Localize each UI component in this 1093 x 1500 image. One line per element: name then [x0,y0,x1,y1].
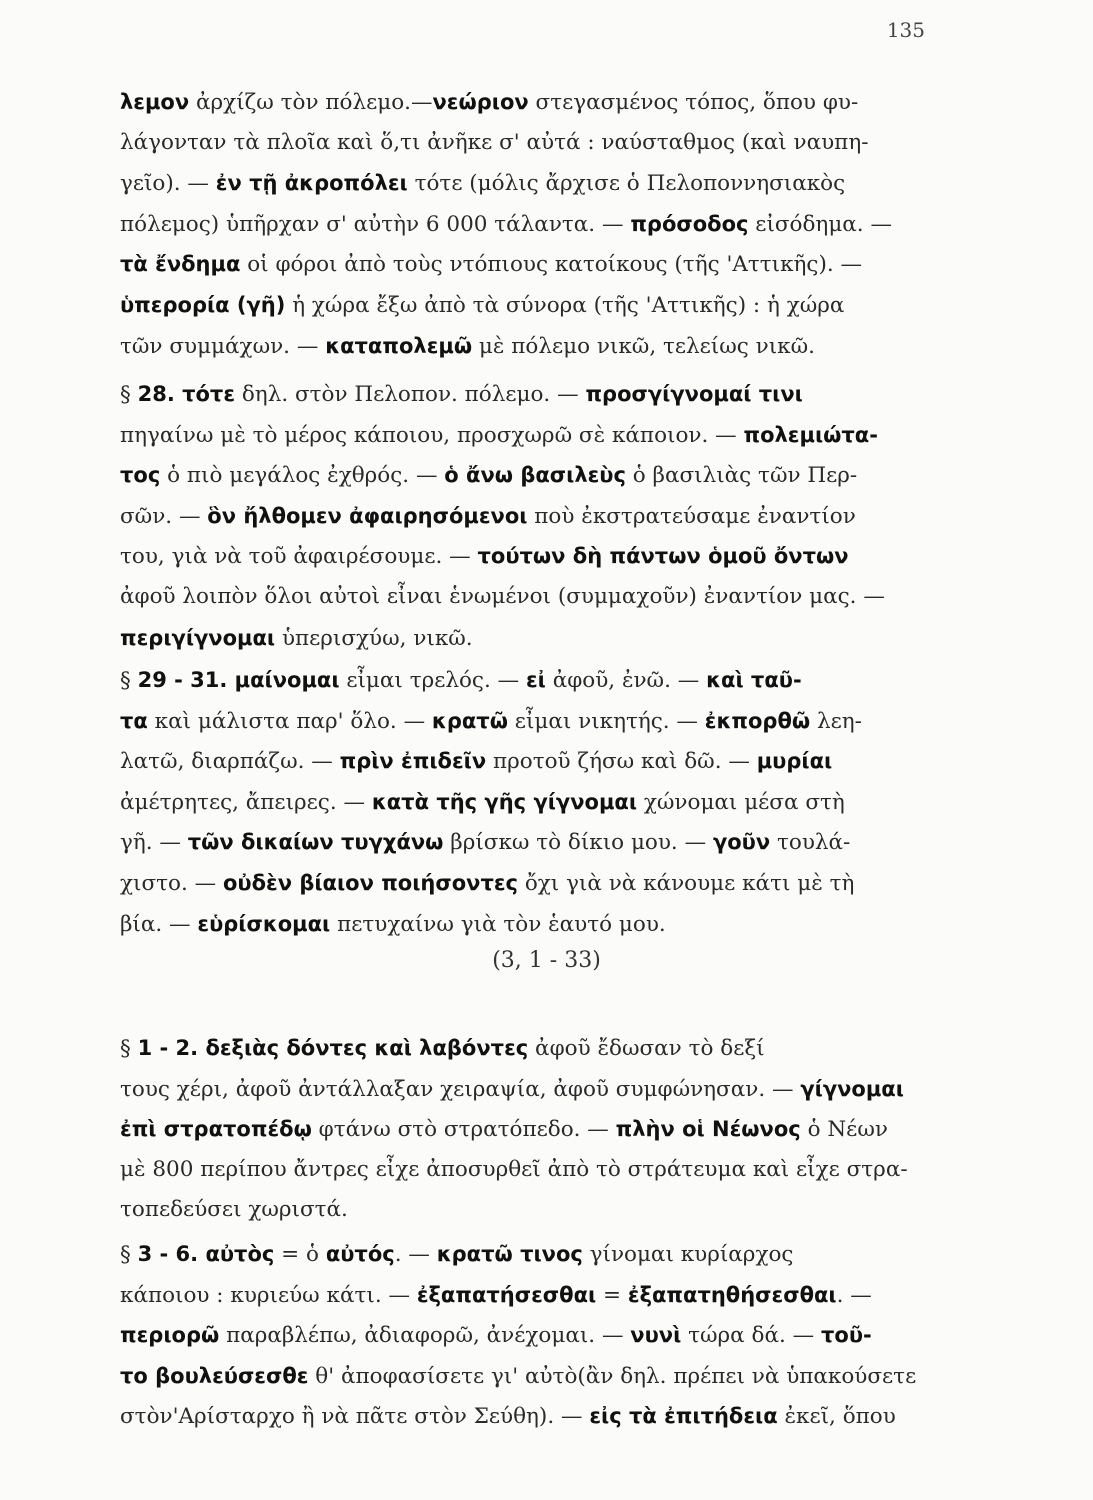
gloss-text: τῶν συμμάχων. — [120,333,326,359]
gloss-text: ἐκεῖ, ὅπου [777,1404,896,1430]
headword: ὃν ἤλθομεν ἀφαιρησόμενοι [207,503,528,528]
gloss-text: ποὺ ἐκστρατεύσαμε ἐναντίον [527,503,856,529]
headword: νυνὶ [630,1323,682,1348]
gloss-text: ἀμέτρητες, ἄπειρες. — [120,789,372,815]
gloss-text: θ' ἀποφασίσετε γι' αὐτὸ(ἂν δηλ. πρέπει νὰ ὑπακούσετε [308,1363,917,1389]
headword: μυρίαι [756,749,833,774]
gloss-text: τώρα δά. — [681,1323,821,1349]
headword: οὐδὲν βίαιον ποιήσοντες [222,870,518,895]
gloss-text: εἰσόδημα. — [748,211,892,237]
gloss-text: χιστο. — [120,870,223,896]
gloss-text: δηλ. στὸν Πελοπον. πόλεμο. — [235,382,586,407]
text-line [120,123,932,164]
gloss-text: μὲ 800 περίπου ἄντρες εἶχε ἀποσυρθεῖ ἀπὸ τὸ στράτευμα καὶ εἶχε στρα- [120,1156,908,1182]
headword: λεμον [120,90,190,114]
text-line [120,163,932,204]
gloss-text: . — [836,1282,872,1308]
headword: τούτων δὴ πάντων ὁμοῦ ὄντων [477,544,849,569]
gloss-text: τουλά- [770,830,851,856]
gloss-text: § [120,1036,138,1061]
paragraph-1 [120,82,932,366]
text-line [120,496,932,537]
text-line [120,415,932,456]
text-line [120,1356,932,1397]
gloss-text: ὑπερισχύω, νικῶ. [275,625,473,651]
gloss-text: ἀφοῦ λοιπὸν ὅλοι αὐτοὶ εἶναι ἑνωμένοι (συμμαχοῦν) ἐναντίον μας. — [120,583,885,609]
text-line [120,904,932,945]
text-line [120,782,932,823]
headword: κατὰ τῆς γῆς γίγνομαι [371,789,638,814]
gloss-text: εἶμαι τρελός. — [339,668,526,693]
text-line [120,1396,932,1437]
gloss-text: τοπεδεύσει χωριστά. [120,1197,348,1223]
text-line [120,701,932,742]
headword: πλὴν οἱ Νέωνος [615,1117,801,1142]
text-line [120,1069,932,1110]
headword: ἐξαπατήσεσθαι [416,1282,597,1307]
text-line [120,1234,932,1275]
paragraph-2 [120,374,932,658]
gloss-text: = ὁ [274,1242,326,1267]
gloss-text: ὁ Νέων [800,1117,888,1143]
text-line [120,285,932,326]
gloss-text: τους χέρι, ἀφοῦ ἀντάλλαξαν χειραψία, ἀφοῦ συμφώνησαν. — [120,1076,801,1102]
headword: πρόσοδος [630,211,749,236]
gloss-text: ὁ πιὸ μεγάλος ἐχθρός. — [160,463,445,489]
headword: ἐκπορθῶ [704,708,811,733]
headword: προσγίγνομαί τινι [585,382,803,406]
section-heading: (3, 1 - 33) [492,948,601,973]
headword: τοῦ- [820,1323,872,1348]
text-line [120,577,932,618]
headword: αὐτός [325,1242,395,1266]
gloss-text: ὁ βασιλιὰς τῶν Περ- [625,463,858,489]
gloss-text: γεῖο). — [120,171,216,197]
headword: τὰ ἔνδημα [120,252,241,277]
gloss-text: βρίσκω τὸ δίκιο μου. — [443,830,713,856]
gloss-text: φτάνω στὸ στρατόπεδο. — [311,1117,616,1143]
headword: περιγίγνομαι [120,625,276,650]
headword: γίγνομαι [800,1076,904,1101]
headword: κρατῶ [431,708,508,733]
headword: νεώριον [432,90,529,114]
gloss-text: καὶ μάλιστα παρ' ὅλο. — [147,708,432,734]
text-line [120,660,932,701]
headword: 28. τότε [137,382,236,406]
gloss-text: παραβλέπω, ἀδιαφορῶ, ἀνέχομαι. — [219,1323,631,1349]
text-line [120,1315,932,1356]
text-line [120,1150,932,1191]
gloss-text: γίνομαι κυρίαρχος [582,1242,794,1267]
headword: εἰ [525,668,546,692]
gloss-text: . — [394,1242,437,1267]
gloss-text: μὲ πόλεμο νικῶ, τελείως νικῶ. [472,333,815,359]
text-line [120,374,932,415]
headword: 3 - 6. αὐτὸς [137,1242,275,1266]
text-line [120,204,932,245]
gloss-text: ἀρχίζω τὸν πόλεμο.— [189,90,433,115]
headword: 29 - 31. μαίνομαι [137,668,340,692]
page-number: 135 [886,18,925,42]
headword: ἐπὶ στρατοπέδῳ [120,1117,312,1142]
gloss-text: χώνομαι μέσα στὴ [637,789,845,815]
headword: τῶν δικαίων τυγχάνω [187,830,444,855]
gloss-text: § [120,1242,138,1267]
headword: τα [120,708,148,733]
gloss-text: πόλεμος) ὑπῆρχαν σ' αὐτὴν 6 000 τάλαντα. — [120,211,631,237]
text-line [120,822,932,863]
headword: εἰς τὰ ἐπιτήδεια [589,1404,778,1429]
headword: γοῦν [712,830,771,855]
text-line [120,863,932,904]
gloss-text: στὸν'Αρίσταρχο ἢ νὰ πᾶτε στὸν Σεύθη). — [120,1404,590,1430]
paragraph-4 [120,1028,932,1231]
headword: ὁ ἄνω βασιλεὺς [444,463,626,488]
headword: ἐν τῇ ἀκροπόλει [215,171,408,196]
text-line [120,244,932,285]
gloss-text: λάγονταν τὰ πλοῖα καὶ ὅ,τι ἀνῆκε σ' αὐτά : ναύσταθμος (καὶ ναυπη- [120,129,869,155]
text-line [120,618,932,659]
headword: πρὶν ἐπιδεῖν [339,749,487,774]
text-line [120,1028,932,1069]
gloss-text: πηγαίνω μὲ τὸ μέρος κάποιου, προσχωρῶ σὲ κάποιον. — [120,422,744,448]
text-line [120,326,932,367]
headword: περιορῶ [120,1323,220,1348]
text-line [120,1190,932,1231]
paragraph-5 [120,1234,932,1437]
text-line [120,536,932,577]
gloss-text: κάποιου : κυριεύω κάτι. — [120,1282,417,1308]
headword: ὑπερορία (γῆ) [120,292,286,317]
gloss-text: σῶν. — [120,503,208,529]
headword: τος [120,463,161,488]
gloss-text: ἡ χώρα ἔξω ἀπὸ τὰ σύνορα (τῆς 'Αττικῆς) : ἡ χώρα [285,292,845,318]
gloss-text: τότε (μόλις ἄρχισε ὁ Πελοποννησιακὸς [407,171,846,197]
gloss-text: § [120,382,138,407]
gloss-text: προτοῦ ζήσω καὶ δῶ. — [486,749,757,775]
gloss-text: γῆ. — [120,830,188,856]
gloss-text: βία. — [120,911,198,937]
text-line [120,1109,932,1150]
headword: πολεμιώτα- [743,422,878,447]
gloss-text: ἀφοῦ ἔδωσαν τὸ δεξί [528,1036,765,1061]
gloss-text: εἶμαι νικητής. — [507,708,705,734]
text-line [120,455,932,496]
paragraph-3 [120,660,932,944]
gloss-text: πετυχαίνω γιὰ τὸν ἑαυτό μου. [330,911,666,937]
gloss-text: οἱ φόροι ἀπὸ τοὺς ντόπιους κατοίκους (τῆς 'Αττικῆς). — [240,252,863,278]
headword: εὑρίσκομαι [197,911,331,936]
headword: κρατῶ τινος [436,1242,583,1266]
gloss-text: ἀφοῦ, ἐνῶ. — [545,668,707,693]
headword: ἐξαπατηθήσεσθαι [627,1282,837,1307]
headword: καταπολεμῶ [325,333,473,358]
text-line [120,1275,932,1316]
gloss-text: του, γιὰ νὰ τοῦ ἀφαιρέσουμε. — [120,544,478,570]
headword: καὶ ταῦ- [706,668,802,692]
headword: 1 - 2. δεξιὰς δόντες καὶ λαβόντες [137,1036,529,1060]
gloss-text: λεη- [810,708,862,734]
text-line [120,741,932,782]
text-line [120,82,932,123]
gloss-text: λατῶ, διαρπάζω. — [120,749,340,775]
gloss-text: στεγασμένος τόπος, ὅπου φυ- [528,90,859,115]
gloss-text: = [596,1282,628,1308]
headword: το βουλεύσεσθε [120,1363,309,1388]
gloss-text: § [120,668,138,693]
gloss-text: ὄχι γιὰ νὰ κάνουμε κάτι μὲ τὴ [518,870,855,896]
